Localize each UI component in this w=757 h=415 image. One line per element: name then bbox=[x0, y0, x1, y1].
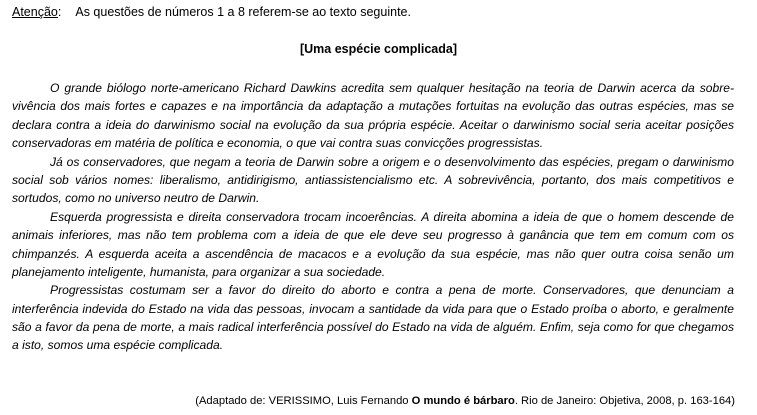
text-line: são a favor da pena de morte, a mais radical interferência possível do Estado na vida de alguém. Enfim, seja como for que chegamos bbox=[12, 320, 734, 335]
text-line: planejamento inteligente, humanista, para organizar a sua sociedade. bbox=[12, 264, 386, 279]
text-line: declara contra a ideia do darwinismo social na evolução da sua própria espécie. Aceitar o darwinismo social seria aceitar posições bbox=[12, 117, 734, 132]
text-title: [Uma espécie complicada] bbox=[299, 42, 457, 56]
attention-colon: : bbox=[57, 5, 62, 19]
citation-suffix: . Rio de Janeiro: Objetiva, 2008, p. 163-164) bbox=[514, 395, 735, 407]
text-line: vivência dos mais fortes e capazes e na importância da adaptação a mutações fortuitas na evolução das outras espécies, mas se bbox=[12, 99, 734, 114]
attention-note bbox=[12, 4, 411, 20]
text-line: Já os conservadores, que negam a teoria de Darwin sobre a origem e o desenvolvimento das espécies, pregam o darwinismo bbox=[50, 154, 734, 169]
attention-label: Atenção bbox=[12, 5, 58, 19]
text-line: interferência indevida do Estado na vida das pessoas, invocam a santidade da vida para que o Estado proíba o aborto, e geralmente bbox=[12, 301, 734, 316]
citation-book-title: O mundo é bárbaro bbox=[411, 395, 515, 407]
source-citation bbox=[195, 393, 735, 409]
text-line: conservadoras em matéria de política e economia, o que vai contra suas convicções progressistas. bbox=[12, 136, 544, 151]
text-line: O grande biólogo norte-americano Richard Dawkins acredita sem qualquer hesitação na teoria de Darwin acerca da sobre- bbox=[50, 81, 734, 95]
text-line: animais inferiores, mas não tem problema com a ideia de que ele deve seu progresso à ganância que tem em comum com os bbox=[12, 228, 734, 243]
text-line: social sob vários nomes: liberalismo, antidirigismo, antiassistencialismo etc. A sobrevivência, portanto, dos mais competitivos e bbox=[12, 172, 734, 187]
text-line: Esquerda progressista e direita conservadora trocam incoerências. A direita abomina a ideia de que o homem descende de bbox=[50, 209, 734, 224]
text-body bbox=[12, 79, 734, 355]
text-line: chimpanzés. A esquerda aceita a ascendência de macacos e a evolução da sua espécie, mas não quer outra coisa senão um bbox=[12, 246, 734, 261]
citation-prefix: (Adaptado de: VERISSIMO, Luis Fernando bbox=[195, 395, 412, 407]
text-line: a isto, somos uma espécie complicada. bbox=[12, 338, 224, 353]
attention-text: As questões de números 1 a 8 referem-se ao texto seguinte. bbox=[75, 5, 411, 19]
text-line: Progressistas costumam ser a favor do direito do aborto e contra a pena de morte. Conservadores, que denunciam a bbox=[50, 283, 734, 298]
text-line: sortudos, como no universo neutro de Darwin. bbox=[12, 191, 260, 206]
